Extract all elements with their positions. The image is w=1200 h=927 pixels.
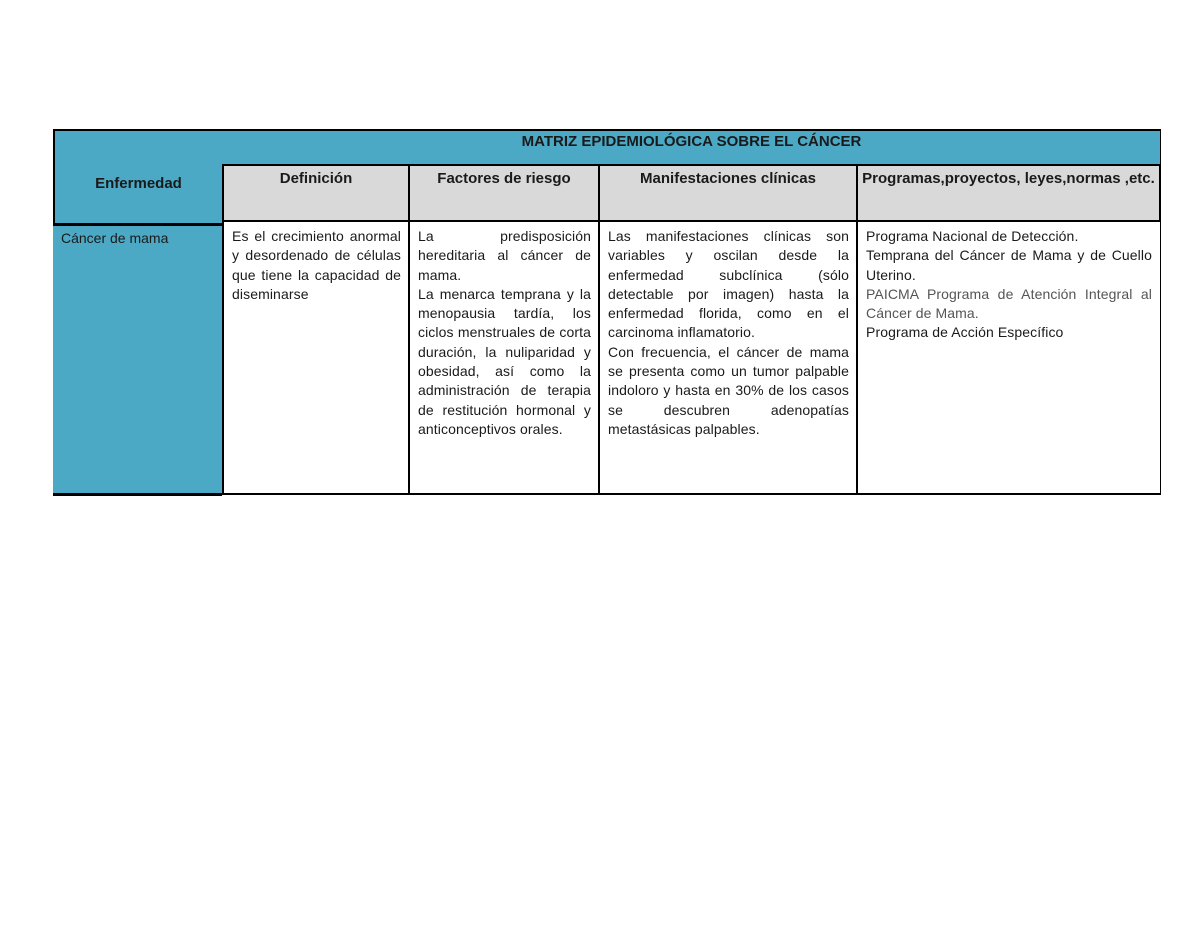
definicion-text: Es el crecimiento anormal y desordenado de células que tiene la capacidad de diseminarse	[232, 228, 401, 302]
header-factores-riesgo: Factores de riesgo	[408, 164, 600, 222]
factores-text-1: La predisposición hereditaria al cáncer de mama.	[418, 228, 591, 283]
programas-text-3: PAICMA Programa de Atención Integral al Cáncer de Mama.	[866, 285, 1152, 322]
header-programas: Programas,proyectos, leyes,normas ,etc.	[856, 164, 1161, 222]
matrix-title-band	[53, 129, 1161, 165]
manifestaciones-cell	[598, 222, 858, 495]
epidemiological-matrix-table	[53, 129, 1161, 496]
matrix-title: MATRIZ EPIDEMIOLÓGICA SOBRE EL CÁNCER	[521, 133, 862, 150]
header-enfermedad: Enfermedad	[95, 175, 182, 192]
definicion-cell	[222, 222, 410, 495]
manifestaciones-text-2: Con frecuencia, el cáncer de mama se presenta como un tumor palpable indoloro y hasta en 30% de los casos se descubren adenopatías metastásicas palpables.	[608, 343, 849, 437]
programas-text-2: Temprana del Cáncer de Mama y de Cuello Uterino.	[866, 247, 1152, 283]
programas-cell	[856, 222, 1161, 495]
programas-text-4: Programa de Acción Específico	[866, 324, 1064, 341]
enfermedad-value: Cáncer de mama	[61, 230, 169, 246]
manifestaciones-text-1: Las manifestaciones clínicas son variables y oscilan desde la enfermedad subclínica (sólo detectable por imagen) hasta la enfermedad florida, como en el carcinoma inflamatorio.	[608, 228, 849, 341]
factores-cell	[408, 222, 600, 495]
factores-text-2: La menarca temprana y la menopausia tardía, los ciclos menstruales de corta duración, la nuliparidad y obesidad, así como la administración de terapia de restitución hormonal y anticonceptivos orales.	[418, 285, 591, 437]
enfermedad-cell	[53, 223, 222, 496]
programas-text-1: Programa Nacional de Detección.	[866, 228, 1079, 244]
header-definicion: Definición	[222, 164, 410, 222]
header-manifestaciones: Manifestaciones clínicas	[598, 164, 858, 222]
header-enfermedad-cell	[53, 165, 222, 223]
